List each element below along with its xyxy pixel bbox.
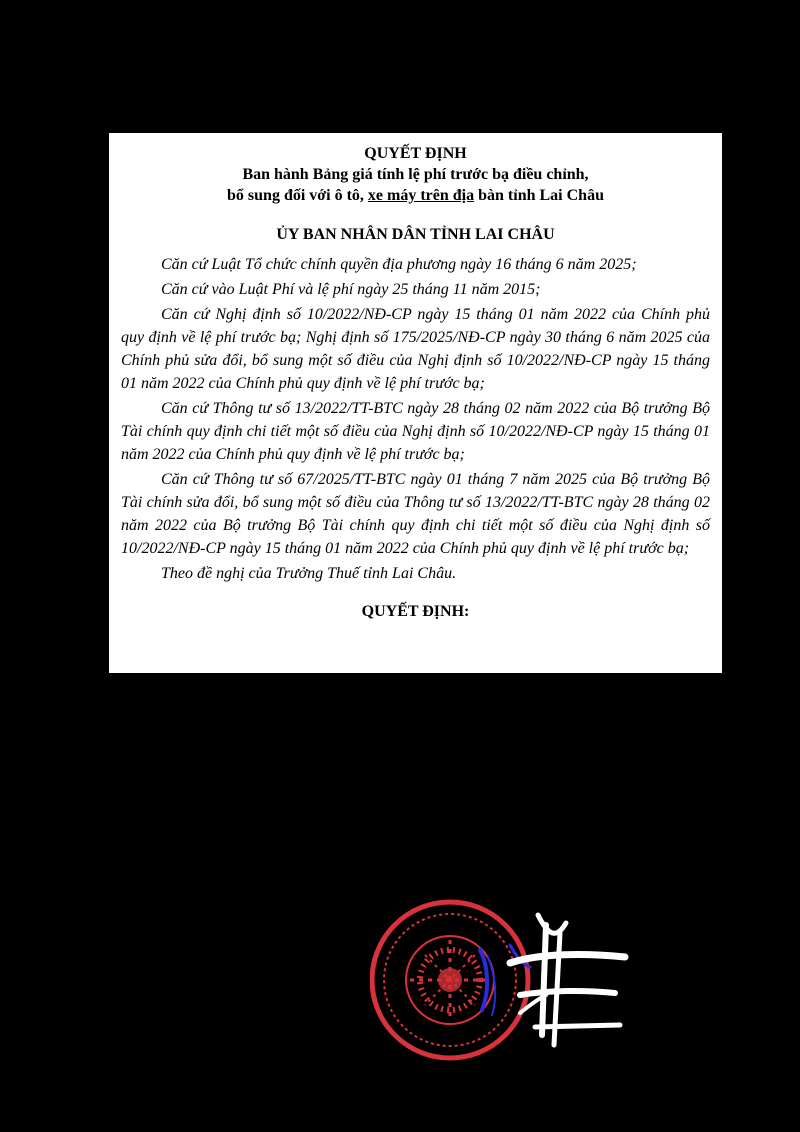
preamble-item-5: Căn cứ Thông tư số 67/2025/TT-BTC ngày 01 tháng 7 năm 2025 của Bộ trưởng Bộ Tài chính sửa đổi, bổ sung một số điều của Thông tư số 13/2022/TT-BTC ngày 28 tháng 02 năm 2022 của Bộ trưởng Bộ Tài chính quy định chi tiết một số điều của Nghị định số 10/2022/NĐ-CP ngày 15 tháng 01 năm 2022 của Chính phủ quy định về lệ phí trước bạ; — [121, 471, 710, 557]
subtitle-part-c: bàn tỉnh Lai Châu — [478, 187, 604, 204]
subtitle-part-a: bổ sung đối với ô tô, — [227, 187, 364, 204]
document-subtitle-line1: Ban hành Bảng giá tính lệ phí trước bạ điều chỉnh, — [242, 166, 589, 183]
preamble-item-1: Căn cứ Luật Tổ chức chính quyền địa phương ngày 16 tháng 6 năm 2025; — [161, 256, 637, 273]
preamble-item-2: Căn cứ vào Luật Phí và lệ phí ngày 25 tháng 11 năm 2015; — [161, 281, 541, 298]
document-panel — [109, 133, 722, 673]
subtitle-part-b-underlined: xe máy trên địa — [367, 187, 475, 204]
issuing-authority: ỦY BAN NHÂN DÂN TỈNH LAI CHÂU — [276, 226, 555, 243]
seal-and-signature — [370, 895, 640, 1065]
document-subtitle-line2 — [121, 185, 710, 206]
decision-heading: QUYẾT ĐỊNH: — [361, 603, 470, 620]
preamble-item-6: Theo đề nghị của Trưởng Thuế tỉnh Lai Châu. — [161, 565, 457, 582]
preamble-item-4: Căn cứ Thông tư số 13/2022/TT-BTC ngày 28 tháng 02 năm 2022 của Bộ trưởng Bộ Tài chính quy định chi tiết một số điều của Nghị định số 10/2022/NĐ-CP ngày 15 tháng 01 năm 2022 của Chính phủ quy định về lệ phí trước bạ; — [121, 400, 710, 463]
red-official-seal-icon — [370, 895, 640, 1065]
document-title: QUYẾT ĐỊNH — [364, 145, 467, 162]
preamble-item-3: Căn cứ Nghị định số 10/2022/NĐ-CP ngày 15 tháng 01 năm 2022 của Chính phủ quy định về lệ phí trước bạ; Nghị định số 175/2025/NĐ-CP ngày 30 tháng 6 năm 2025 của Chính phủ sửa đổi, bổ sung một số điều của Nghị định số 10/2022/NĐ-CP ngày 15 tháng 01 năm 2022 của Chính phủ quy định về lệ phí trước bạ; — [121, 306, 710, 392]
